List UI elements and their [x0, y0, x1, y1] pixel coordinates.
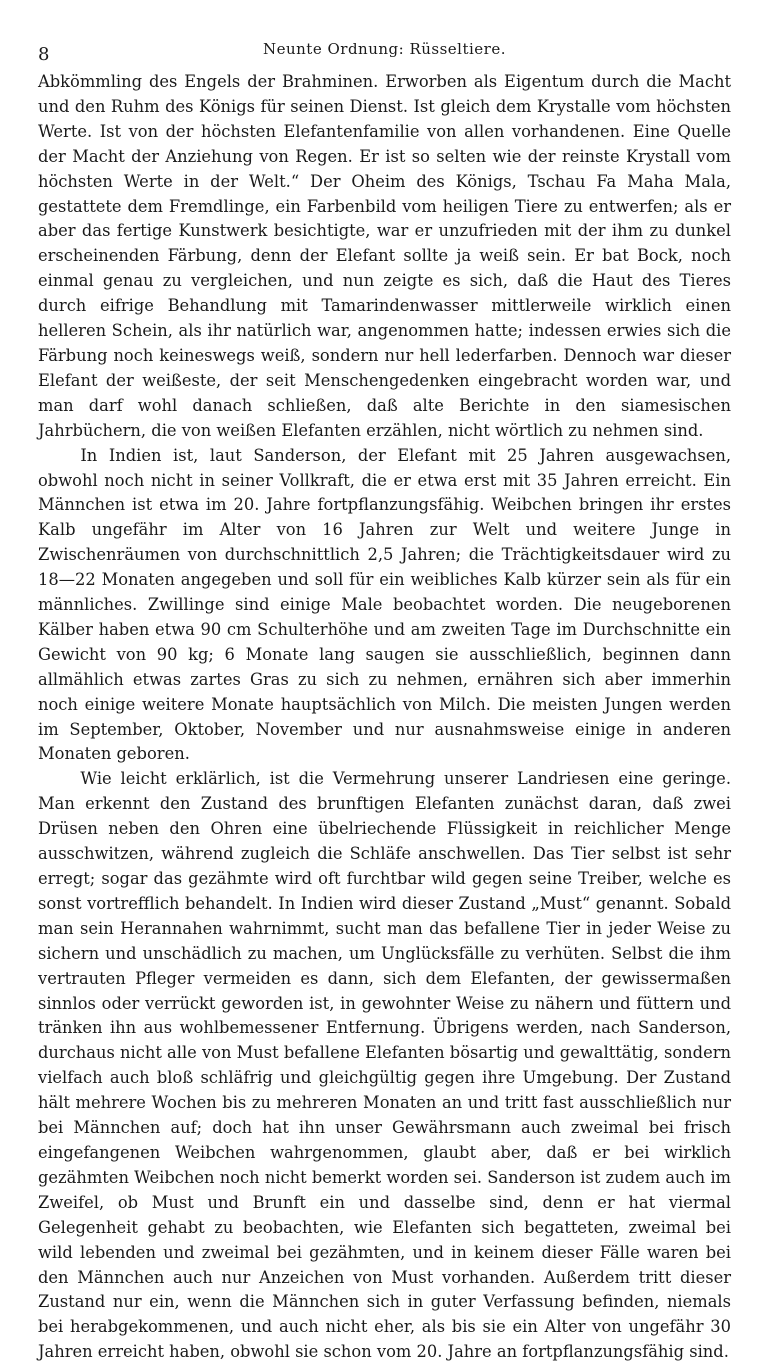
page-header: [38, 0, 731, 70]
body-text: [38, 70, 731, 1365]
paragraph-1: Abkömmling des Engels der Brahminen. Erworben als Eigentum durch die Macht und den Ruhm des Königs für seinen Dienst. Ist gleich dem Krystalle vom höchsten Werte. Ist von der höchsten Elefantenfamilie von allen vorhandenen. Eine Quelle der Macht der Anziehung von Regen. Er ist so selten wie der reinste Krystall vom höchsten Werte in der Welt.“ Der Oheim des Königs, Tschau Fa Maha Mala, gestattete dem Fremdlinge, ein Farbenbild vom heiligen Tiere zu entwerfen; als er aber das fertige Kunstwerk besichtigte, war er unzufrieden mit der ihm zu dunkel erscheinenden Färbung, denn der Elefant sollte ja weiß sein. Er bat Bock, noch einmal genau zu vergleichen, und nun zeigte es sich, daß die Haut des Tieres durch eifrige Behandlung mit Tamarindenwasser mittlerweile wirklich einen helleren Schein, als ihr natürlich war, angenommen hatte; indessen erwies sich die Färbung noch keineswegs weiß, sondern nur hell lederfarben. Dennoch war dieser Elefant der weißeste, der seit Menschengedenken eingebracht worden war, und man darf wohl danach schließen, daß alte Berichte in den siamesischen Jahrbüchern, die von weißen Elefanten erzählen, nicht wörtlich zu nehmen sind.: [38, 72, 731, 440]
paragraph-3: Wie leicht erklärlich, ist die Vermehrung unserer Landriesen eine geringe. Man erkennt den Zustand des brunftigen Elefanten zunächst daran, daß zwei Drüsen neben den Ohren eine übelriechende Flüssigkeit in reichlicher Menge ausschwitzen, während zugleich die Schläfe anschwellen. Das Tier selbst ist sehr erregt; sogar das gezähmte wird oft furchtbar wild gegen seine Treiber, welche es sonst vortrefflich behandelt. In Indien wird dieser Zustand „Must“ genannt. Sobald man sein Herannahen wahrnimmt, sucht man das befallene Tier in jeder Weise zu sichern und unschädlich zu machen, um Unglücksfälle zu verhüten. Selbst die ihm vertrauten Pfleger vermeiden es dann, sich dem Elefanten, der gewissermaßen sinnlos oder verrückt geworden ist, in gewohnter Weise zu nähern und füttern und tränken ihn aus wohlbemessener Entfernung. Übrigens werden, nach Sanderson, durchaus nicht alle von Must befallene Elefanten bösartig und gewalttätig, sondern vielfach auch bloß schläfrig und gleichgültig gegen ihre Umgebung. Der Zustand hält mehrere Wochen bis zu mehreren Monaten an und tritt fast ausschließlich nur bei Männchen auf; doch hat ihn unser Gewährsmann auch zweimal bei frisch eingefangenen Weibchen wahrgenommen, glaubt aber, daß er bei wirklich gezähmten Weibchen noch nicht bemerkt worden sei. Sanderson ist zudem auch im Zweifel, ob Must und Brunft ein und dasselbe sind, denn er hat viermal Gelegenheit gehabt zu beobachten, wie Elefanten sich begatteten, zweimal bei wild lebenden und zweimal bei gezähmten, und in keinem dieser Fälle waren bei den Männchen auch nur Anzeichen von Must vorhanden. Außerdem tritt dieser Zustand nur ein, wenn die Männchen sich in guter Verfassung befinden, niemals bei herabgekommenen, und auch nicht eher, als bis sie ein Alter von ungefähr 30 Jahren erreicht haben, obwohl sie schon vom 20. Jahre an fortpflanzungsfähig sind.: [38, 769, 731, 1362]
page-number: 8: [38, 44, 50, 65]
paragraph-2: In Indien ist, laut Sanderson, der Elefant mit 25 Jahren ausgewachsen, obwohl noch nicht in seiner Vollkraft, die er etwa erst mit 35 Jahren erreicht. Ein Männchen ist etwa im 20. Jahre fortpflanzungsfähig. Weibchen bringen ihr erstes Kalb ungefähr im Alter von 16 Jahren zur Welt und weitere Junge in Zwischenräumen von durchschnittlich 2,5 Jahren; die Trächtigkeitsdauer wird zu 18—22 Monaten angegeben und soll für ein weibliches Kalb kürzer sein als für ein männliches. Zwillinge sind einige Male beobachtet worden. Die neugeborenen Kälber haben etwa 90 cm Schulterhöhe und am zweiten Tage im Durchschnitte ein Gewicht von 90 kg; 6 Monate lang saugen sie ausschließlich, beginnen dann allmählich etwas zartes Gras zu sich zu nehmen, ernähren sich aber immerhin noch einige weitere Monate hauptsächlich von Milch. Die meisten Jungen werden im September, Oktober, November und nur ausnahmsweise einige in anderen Monaten geboren.: [38, 445, 731, 764]
running-head: Neunte Ordnung: Rüsseltiere.: [262, 40, 506, 58]
